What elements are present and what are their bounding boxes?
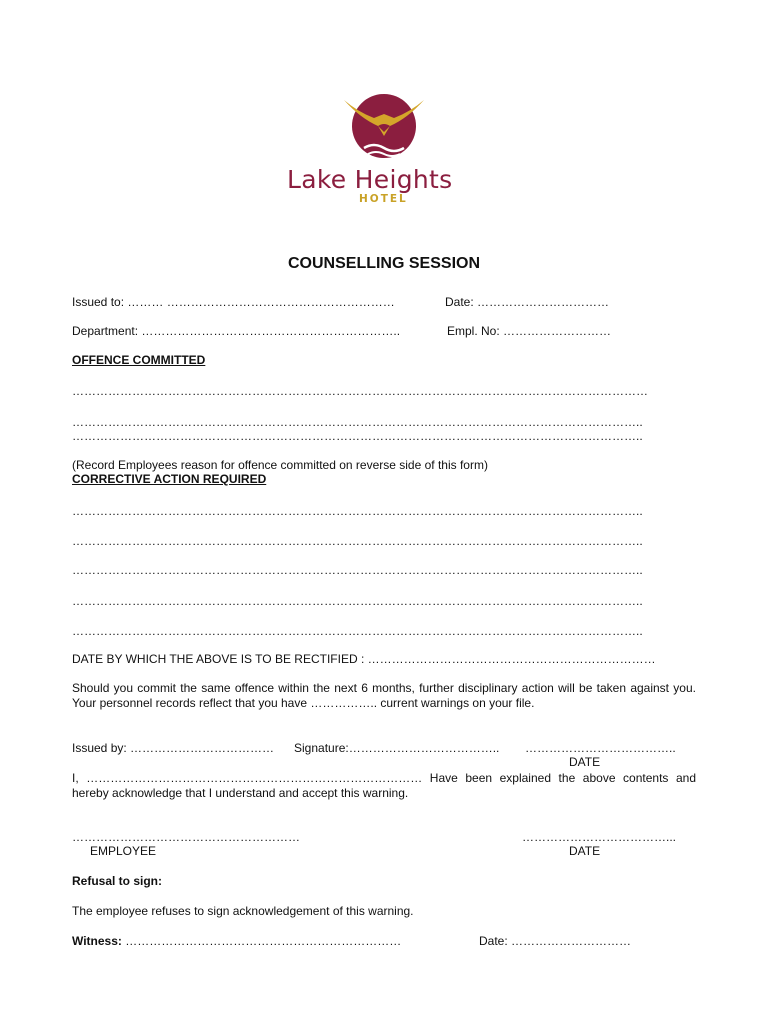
empl-no-field[interactable]: Empl. No: ……………………… [447, 324, 612, 338]
hotel-brand-name: Lake Heights [287, 165, 453, 194]
corrective-line[interactable]: …………………………………………………………………………………………………………………………….. [72, 563, 643, 577]
employee-signature-line[interactable]: ………………………………………………… [72, 830, 300, 844]
issued-to-field[interactable]: Issued to: ……… ………………………………………………… [72, 295, 395, 309]
witness-label: Witness: [72, 934, 122, 948]
signature-field[interactable]: Signature:……………………………….. [294, 741, 500, 755]
witness-field[interactable] [72, 934, 401, 948]
offence-note: (Record Employees reason for offence committed on reverse side of this form) [72, 458, 488, 472]
corrective-line[interactable]: …………………………………………………………………………………………………………………………….. [72, 504, 643, 518]
page-title: COUNSELLING SESSION [287, 255, 481, 272]
offence-line[interactable]: ……………………………………………………………………………………………………………………………… [72, 384, 648, 398]
offence-heading: OFFENCE COMMITTED [72, 353, 206, 367]
employee-date-line[interactable]: ………………………………... [522, 830, 677, 844]
offence-line[interactable]: …………………………………………………………………………………………………………………………….. [72, 429, 643, 443]
offence-line[interactable]: …………………………………………………………………………………………………………………………….. [72, 415, 643, 429]
corrective-line[interactable]: …………………………………………………………………………………………………………………………….. [72, 534, 643, 548]
eagle-over-water-icon [338, 92, 430, 164]
employee-label: EMPLOYEE [90, 844, 157, 858]
issued-by-field[interactable]: Issued by: ……………………………… [72, 741, 275, 755]
issued-date-line[interactable]: ……………………………….. [525, 741, 676, 755]
corrective-line[interactable]: …………………………………………………………………………………………………………………………….. [72, 594, 643, 608]
warning-text: Should you commit the same offence within the next 6 months, further disciplinary action will be taken against you. Your personnel records reflect that you have …………….. current warnings on your file. [72, 681, 696, 710]
corrective-heading: CORRECTIVE ACTION REQUIRED [72, 472, 267, 486]
hotel-brand-subtitle: HOTEL [359, 193, 408, 205]
date-field[interactable]: Date: …………………………… [445, 295, 610, 309]
corrective-line[interactable]: …………………………………………………………………………………………………………………………….. [72, 624, 643, 638]
witness-line[interactable]: …………………………………………………………… [121, 934, 402, 948]
refusal-text: The employee refuses to sign acknowledgement of this warning. [72, 904, 414, 918]
issued-date-label: DATE [569, 755, 601, 769]
department-field[interactable]: Department: ……………………………………………………….. [72, 324, 401, 338]
refusal-heading: Refusal to sign: [72, 874, 163, 888]
witness-date-field[interactable]: Date: ………………………… [479, 934, 632, 948]
rectify-date-field[interactable]: DATE BY WHICH THE ABOVE IS TO BE RECTIFIED : ……………………………………………………………… [72, 652, 656, 666]
employee-date-label: DATE [569, 844, 601, 858]
acknowledge-text: I, ………………………………………………………………………… Have been explained the above contents and hereby acknowledge that I understand and accept this warning. [72, 771, 696, 800]
